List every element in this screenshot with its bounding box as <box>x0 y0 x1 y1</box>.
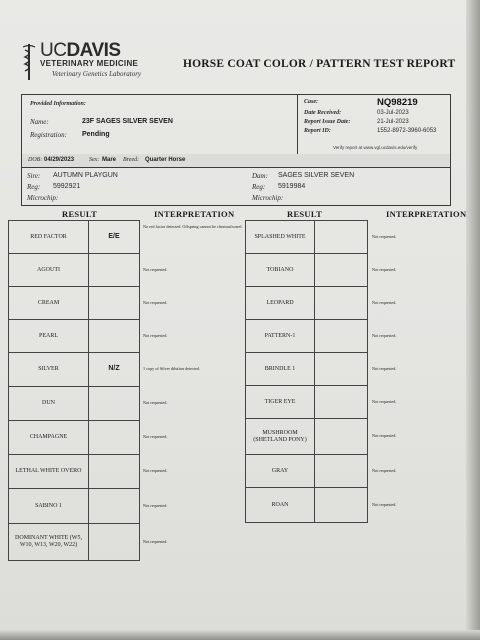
result-header-right: RESULT <box>287 209 323 219</box>
gene-name-cell: SPLASHED WHITE <box>246 221 315 254</box>
report-title: HORSE COAT COLOR / PATTERN TEST REPORT <box>183 58 456 70</box>
genotype-result-cell <box>89 524 140 561</box>
genotype-result-cell <box>315 353 368 386</box>
gene-name-cell: TOBIANO <box>246 254 315 287</box>
interpretation-text: Not requested. <box>143 434 168 439</box>
report-issue-label: Report Issue Date: <box>304 119 351 125</box>
report-id-value: 1552-8972-3960-6053 <box>377 128 437 134</box>
interpretation-text: Not requested. <box>372 433 397 438</box>
interpretation-text: Not requested. <box>372 501 397 507</box>
interpretation-text: Not requested. <box>372 467 397 473</box>
interpretation-text: Not requested. <box>143 468 168 473</box>
gene-name-cell: SILVER <box>9 353 89 387</box>
gene-name-cell: DOMINANT WHITE (W5, W10, W13, W20, W22) <box>9 524 89 561</box>
name-value: 23F SAGES SILVER SEVEN <box>82 118 173 125</box>
breed-label: Breed: <box>123 157 140 163</box>
gene-name-cell: LEOPARD <box>246 287 315 320</box>
interpretation-text: Not requested. <box>372 365 397 371</box>
interpretation-text: Not requested. <box>143 502 168 508</box>
name-label: Name: <box>30 118 49 126</box>
dob-label: DOB: <box>28 157 43 163</box>
genotype-result-cell <box>89 320 140 353</box>
genotype-result-cell <box>315 254 368 287</box>
left-interpretations <box>140 220 245 560</box>
registration-value: Pending <box>82 131 110 138</box>
provided-info-label: Provided Information: <box>30 101 86 107</box>
gene-name-cell: CHAMPAGNE <box>9 421 89 455</box>
gene-name-cell: BRINDLE 1 <box>246 353 315 386</box>
gene-name-cell: PEARL <box>9 320 89 353</box>
gene-name-cell: GRAY <box>246 455 315 488</box>
sire-reg-value: 5992921 <box>53 183 81 190</box>
caduceus-logo-icon <box>22 44 36 80</box>
dam-reg-value: 5919984 <box>278 183 306 190</box>
genotype-result-cell <box>315 320 368 353</box>
gene-name-cell: RED FACTOR <box>9 221 89 254</box>
gene-name-cell: AGOUTI <box>9 254 89 287</box>
sire-reg-label: Reg: <box>27 183 41 191</box>
sire-value: AUTUMN PLAYGUN <box>53 172 118 179</box>
genotype-result-cell <box>89 254 140 287</box>
gene-name-cell: PATTERN-1 <box>246 320 315 353</box>
gene-name-cell: MUSHROOM (SHETLAND PONY) <box>246 419 315 455</box>
dam-reg-label: Reg: <box>252 183 266 191</box>
provided-information-box <box>21 94 451 156</box>
genotype-result-cell <box>89 489 140 524</box>
genotype-result-cell <box>315 455 368 488</box>
gene-name-cell: LETHAL WHITE OVERO <box>9 455 89 489</box>
right-interpretations <box>369 220 459 522</box>
breed-value: Quarter Horse <box>145 157 186 163</box>
genotype-result-cell <box>89 421 140 455</box>
registration-label: Registration: <box>30 131 67 139</box>
sex-value: Mare <box>102 157 117 163</box>
uc-text: UC <box>40 40 67 61</box>
genotype-result-cell <box>315 386 368 419</box>
interpretation-text: 1 copy of Silver dilution detected. <box>143 366 200 371</box>
interpretation-text: No red factor detected. Offspring cannot be chestnut/sorrel. <box>143 224 243 229</box>
page-edge-shadow <box>466 0 480 640</box>
interpretation-text: Not requested. <box>143 538 168 544</box>
davis-text: DAVIS <box>66 40 121 61</box>
interpretation-text: Not requested. <box>372 332 397 338</box>
genotype-result-cell: E/E <box>89 221 140 254</box>
genotype-result-cell <box>315 221 368 254</box>
gene-name-cell: ROAN <box>246 488 315 523</box>
genotype-result-cell <box>89 387 140 421</box>
gene-name-cell: TIGER EYE <box>246 386 315 419</box>
interpretation-text: Not requested. <box>372 266 397 272</box>
result-header-left: RESULT <box>62 209 98 219</box>
gene-name-cell: CREAM <box>9 287 89 320</box>
interpretation-header-left: INTERPRETATION <box>154 209 235 219</box>
pedigree-box <box>21 168 451 206</box>
interpretation-text: Not requested. <box>143 332 168 338</box>
right-results-table <box>245 220 368 523</box>
microchip-label: Microchip: <box>27 194 59 202</box>
dam-label: Dam: <box>252 172 268 180</box>
info-divider <box>297 95 298 155</box>
interpretation-text: Not requested. <box>372 299 397 305</box>
case-value: NQ98219 <box>377 97 418 108</box>
dob-bar <box>21 154 451 168</box>
left-results-table <box>8 220 140 561</box>
interpretation-text: Not requested. <box>372 233 397 239</box>
sire-label: Sire: <box>27 172 41 180</box>
microchip-label-2: Microchip: <box>252 194 284 202</box>
report-id-label: Report ID: <box>304 128 331 134</box>
dam-value: SAGES SILVER SEVEN <box>278 172 355 179</box>
genotype-result-cell <box>315 287 368 320</box>
interpretation-text: Not requested. <box>372 398 397 404</box>
gene-name-cell: DUN <box>9 387 89 421</box>
verify-link[interactable]: Verify report at www.vgl.ucdavis.edu/verify <box>333 145 418 150</box>
school-name: VETERINARY MEDICINE <box>40 59 139 68</box>
lab-name: Veterinary Genetics Laboratory <box>52 70 142 78</box>
sex-label: Sex: <box>89 157 100 163</box>
page-bottom-shadow <box>0 630 480 640</box>
case-label: Case: <box>304 99 318 105</box>
interpretation-header-right: INTERPRETATION <box>386 209 467 219</box>
genotype-result-cell: N/Z <box>89 353 140 387</box>
genotype-result-cell <box>89 455 140 489</box>
genotype-result-cell <box>315 419 368 455</box>
gene-name-cell: SABINO 1 <box>9 489 89 524</box>
date-received-value: 03-Jul-2023 <box>377 110 409 116</box>
interpretation-text: Not requested. <box>143 266 168 272</box>
genotype-result-cell <box>89 287 140 320</box>
report-issue-value: 21-Jul-2023 <box>377 119 409 125</box>
interpretation-text: Not requested. <box>143 299 168 305</box>
dob-value: 04/29/2023 <box>44 157 75 163</box>
date-received-label: Date Received: <box>304 110 342 116</box>
genotype-result-cell <box>315 488 368 523</box>
interpretation-text: Not requested. <box>143 400 168 405</box>
